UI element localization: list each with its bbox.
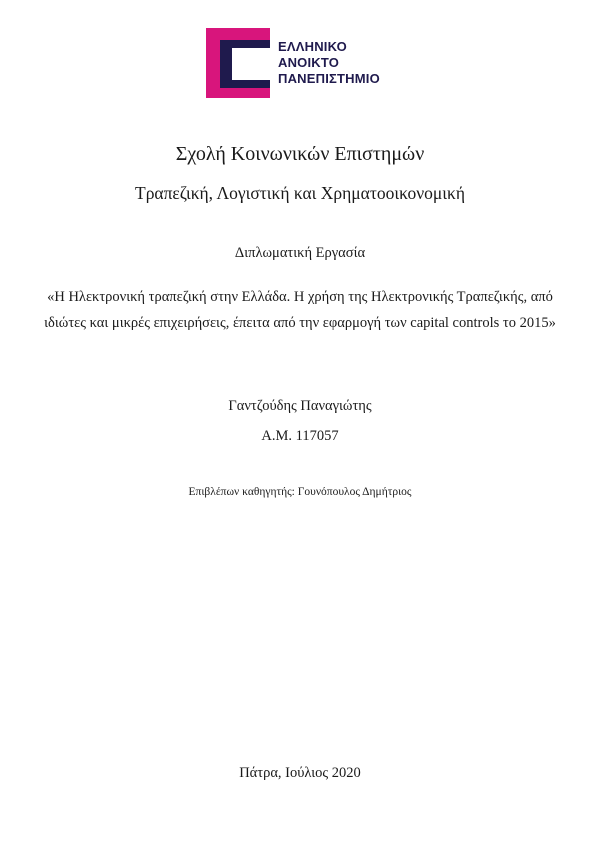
author-name: Γαντζούδης Παναγιώτης [228,398,372,414]
university-name [278,39,380,87]
university-logo [206,28,380,98]
supervisor: Επιβλέπων καθηγητής: Γουνόπουλος Δημήτριος [188,486,412,498]
university-name-line-3: ΠΑΝΕΠΙΣΤΗΜΙΟ [278,71,380,86]
department-name: Τραπεζική, Λογιστική και Χρηματοοικονομική [135,183,465,203]
place-date: Πάτρα, Ιούλιος 2020 [239,765,361,781]
school-name: Σχολή Κοινωνικών Επιστημών [175,143,425,165]
thesis-title: «Η Ηλεκτρονική τραπεζική στην Ελλάδα. Η χρήση της Ηλεκτρονικής Τραπεζικής, από ιδιώτες και μικρές επιχειρήσεις, έπειτα από την εφαρμογή των capital controls το 2015» [44,289,556,331]
student-id: Α.Μ. 117057 [261,428,339,444]
university-name-line-2: ΑΝΟΙΚΤΟ [278,55,340,70]
thesis-type-label: Διπλωματική Εργασία [234,245,366,261]
university-name-line-1: ΕΛΛΗΝΙΚΟ [278,39,347,54]
university-logo-mark-icon [206,28,270,98]
